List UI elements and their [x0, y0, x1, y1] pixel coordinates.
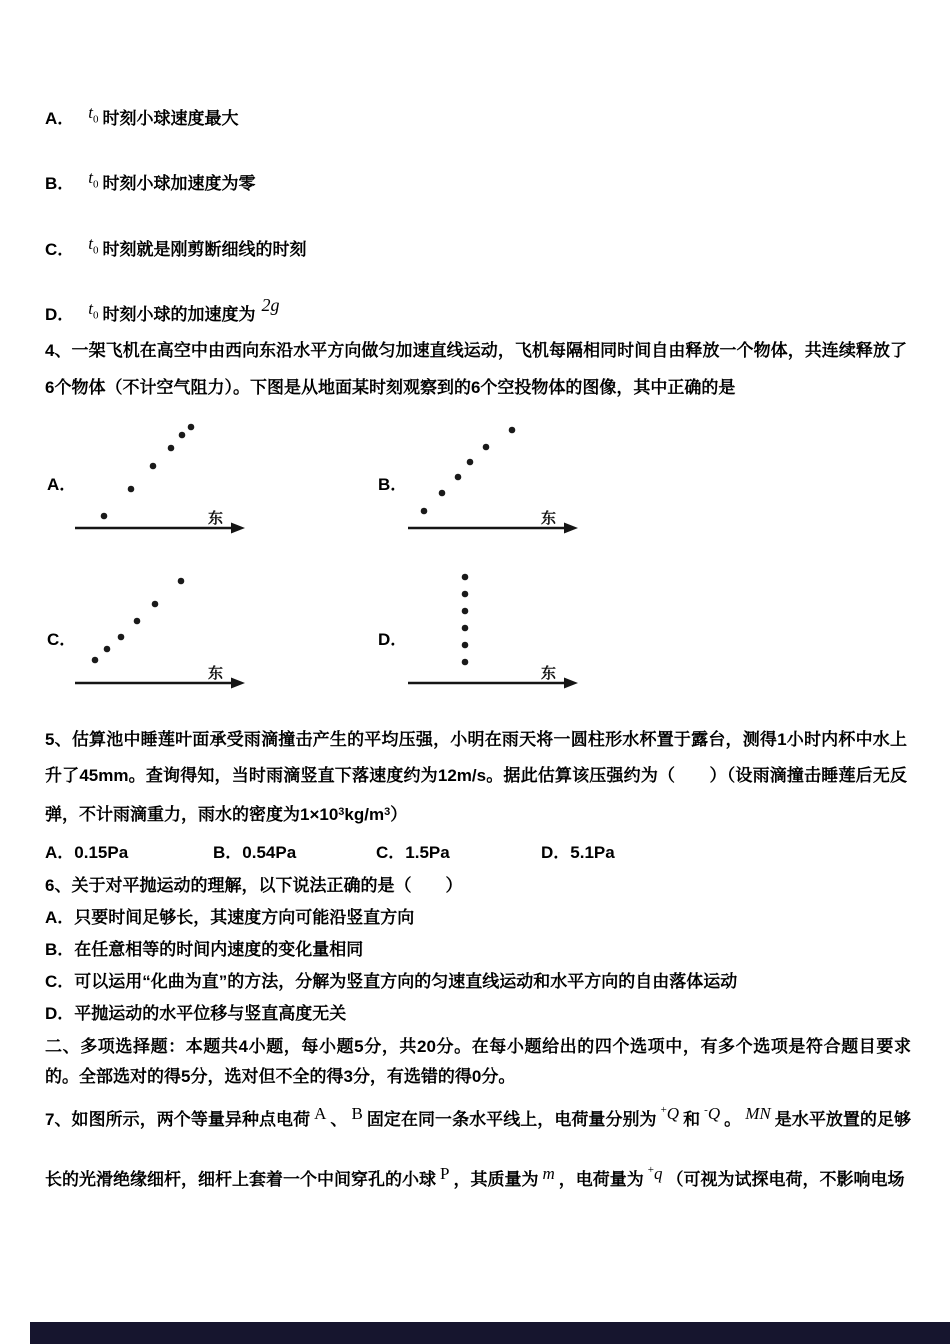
q5-option-b: B．0.54Pa: [213, 843, 297, 862]
object-dot: [455, 474, 462, 481]
math-t0: $t_0$: [88, 233, 99, 257]
math-plus-q: +q: [647, 1164, 663, 1183]
object-dot: [462, 625, 469, 632]
object-dot: [439, 490, 446, 497]
q6-option-b: B．在任意相等的时间内速度的变化量相同: [45, 940, 364, 959]
q6-option-d: D．平抛运动的水平位移与竖直高度无关: [45, 1004, 347, 1023]
object-dot: [462, 574, 469, 581]
diagram-a: [75, 418, 245, 538]
question-6-title: 6、关于对平抛运动的理解，以下说法正确的是（ ）: [45, 876, 463, 895]
q7-text-part: ，其质量为: [453, 1170, 539, 1189]
math-t0: $t_0$: [88, 168, 99, 191]
math-A: A: [314, 1104, 327, 1123]
diagram-a-letter: A．: [47, 475, 77, 494]
diagram-c-letter: C．: [47, 630, 77, 649]
option-text: 时刻小球的加速度为: [102, 305, 256, 325]
object-dot: [92, 657, 99, 664]
east-axis-arrowhead: [231, 678, 245, 689]
superscript-3: 3: [338, 806, 345, 818]
question-4-text: 4、一架飞机在高空中由西向东沿水平方向做匀加速直线运动，飞机每隔相同时间自由释放一个物体，共连续释放了6个物体（不计空气阻力）。下图是从地面某时刻观察到的6个空投物体的图像，其中正确的是: [45, 341, 907, 397]
object-dot: [168, 445, 175, 452]
q7-text-part: （可视为试探电荷，不影响电场: [666, 1170, 905, 1189]
object-dot: [152, 601, 159, 608]
object-dot: [134, 618, 141, 625]
east-label: 东: [208, 510, 224, 527]
east-label: 东: [541, 665, 557, 682]
q5-option-c: C．1.5Pa: [376, 843, 450, 862]
object-dot: [462, 608, 469, 615]
east-label: 东: [541, 510, 557, 527]
math-m: m: [542, 1164, 555, 1183]
option-text: 时刻小球速度最大: [102, 109, 239, 128]
q7-text-part: ，电荷量为: [558, 1170, 644, 1189]
question-4-diagrams: [45, 415, 905, 707]
q7-text-part: 固定在同一条水平线上，电荷量分别为: [366, 1110, 657, 1129]
option-letter: B．: [45, 174, 75, 194]
object-dot: [128, 486, 135, 493]
east-axis-arrowhead: [231, 523, 245, 534]
q7-text-part: 是水平放置的足够长的光滑绝缘细杆，细杆上套着一个中间穿孔的小球: [45, 1110, 912, 1189]
q3-option-d: [45, 295, 907, 334]
object-dot: [150, 463, 157, 470]
diagram-c: [75, 573, 245, 693]
object-dot: [101, 513, 108, 520]
object-dot: [178, 578, 185, 585]
q6-option-c: C．可以运用“化曲为直”的方法，分解为竖直方向的匀速直线运动和水平方向的自由落体运动: [45, 972, 738, 991]
q7-text-part: 。: [724, 1110, 742, 1129]
math-t0: $t_0$: [88, 299, 99, 322]
east-axis-arrowhead: [564, 678, 578, 689]
object-dot: [462, 591, 469, 598]
east-axis-arrowhead: [564, 523, 578, 534]
object-dot: [104, 646, 111, 653]
q5-text-part: kg/m: [344, 805, 385, 824]
q5-text-part: 5、估算池中睡莲叶面承受雨滴撞击产生的平均压强，小明在雨天将一圆柱形水杯置于露台，测得1小时内杯中水上升了45mm。查询得知，当时雨滴竖直下落速度约为12m/s。据此估算该压强约为（ ）（设雨滴撞击睡莲后无反弹，不计雨滴重力，雨水的密度为1×10: [45, 730, 907, 824]
question-7-text: [45, 1088, 911, 1208]
math-P: P: [440, 1164, 450, 1183]
q3-option-c: [45, 233, 907, 269]
diagram-b: [408, 418, 578, 538]
object-dot: [467, 459, 474, 466]
math-plus-Q: +Q: [660, 1104, 680, 1123]
object-dot: [509, 427, 516, 434]
q3-option-a: [45, 103, 907, 138]
question-6: [45, 870, 907, 1030]
q3-option-b: [45, 168, 907, 203]
object-dot: [118, 634, 125, 641]
q5-option-d: D．5.1Pa: [541, 843, 615, 862]
q7-text-part: 、: [330, 1110, 348, 1129]
object-dot: [188, 424, 195, 431]
math-MN: MN: [745, 1104, 771, 1123]
option-letter: D．: [45, 305, 75, 325]
diagram-d-letter: D．: [378, 630, 408, 649]
object-dot: [179, 432, 186, 439]
diagram-b-letter: B．: [378, 475, 408, 494]
option-letter: A．: [45, 109, 75, 128]
math-t0: $t_0$: [88, 103, 99, 126]
q7-text-part: 和: [683, 1110, 701, 1129]
q6-option-a: A．只要时间足够长，其速度方向可能沿竖直方向: [45, 908, 415, 927]
q7-text-part: 7、如图所示，两个等量异种点电荷: [45, 1110, 311, 1129]
q5-option-a: A．0.15Pa: [45, 843, 129, 862]
object-dot: [483, 444, 490, 451]
question-5-text: [45, 722, 907, 833]
math-minus-Q: -Q: [704, 1104, 721, 1123]
object-dot: [462, 659, 469, 666]
option-text: 时刻小球加速度为零: [102, 174, 256, 194]
q5-text-part: ）: [390, 805, 408, 824]
east-label: 东: [208, 665, 224, 682]
math-B: B: [351, 1104, 363, 1123]
footer-bar: [30, 1322, 950, 1344]
question3-options: [45, 103, 907, 368]
diagram-d: [408, 573, 578, 693]
section-2-header: 二、多项选择题：本题共4小题，每小题5分，共20分。在每小题给出的四个选项中，有多个选项是符合题目要求的。全部选对的得5分，选对但不全的得3分，有选错的得0分。: [45, 1037, 911, 1086]
question-5-options: [45, 838, 907, 863]
object-dot: [462, 642, 469, 649]
object-dot: [421, 508, 428, 515]
superscript-3: 3: [384, 806, 391, 818]
math-2g: 2g: [261, 295, 280, 316]
option-letter: C．: [45, 239, 75, 259]
option-text: 时刻就是刚剪断细线的时刻: [102, 239, 307, 259]
